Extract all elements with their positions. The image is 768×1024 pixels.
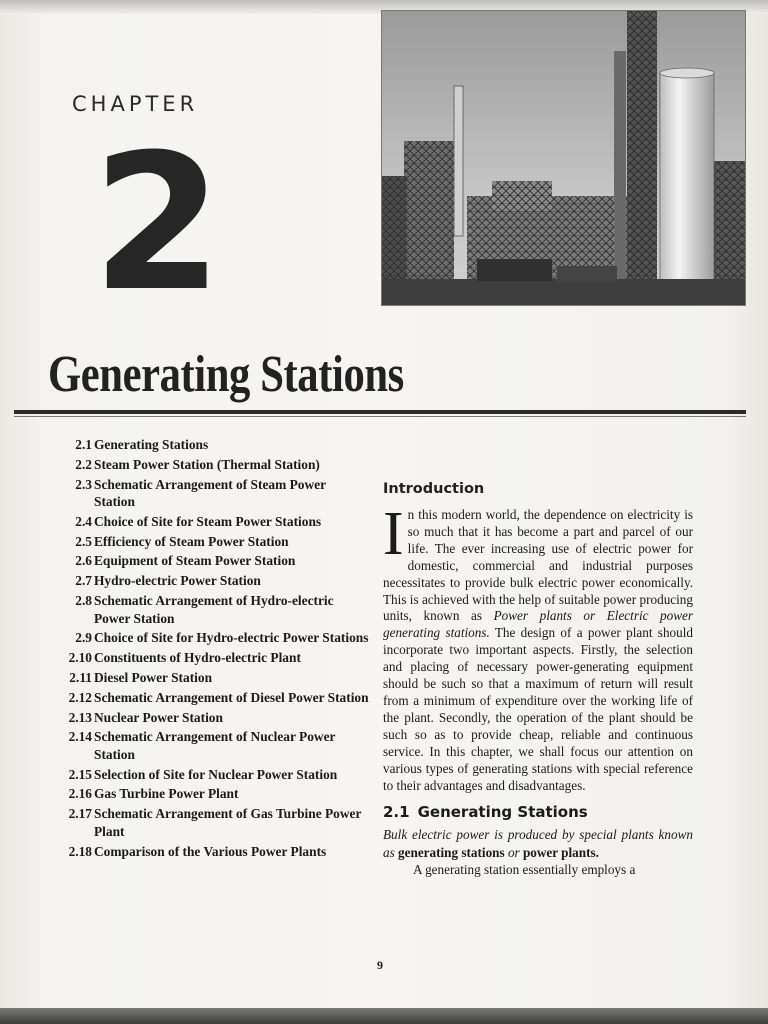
chapter-number: 2 (92, 114, 223, 333)
toc-item (44, 572, 370, 590)
toc-item (44, 689, 370, 707)
toc-item-number: 2.9 (75, 630, 92, 646)
toc-item (44, 592, 370, 627)
section-definition (383, 826, 693, 861)
title-rule (14, 410, 746, 414)
introduction-heading: Introduction (383, 481, 485, 497)
section-title: Generating Stations (417, 803, 588, 822)
toc-item-title: Schematic Arrangement of Nuclear Power Station (94, 729, 336, 762)
toc-item-title: Constituents of Hydro-electric Plant (94, 650, 301, 666)
toc-item (44, 805, 370, 840)
introduction-text: n this modern world, the dependence on electricity is so much that it has become a part and parcel of our life. The ever increasing use of electric power for domestic, commercial and industrial purposes necessitates to provide bulk electric power economically. This is achieved with the help of suitable power producing units, known as (383, 507, 693, 624)
definition-bold-1: generating stations (398, 844, 505, 860)
toc-item (44, 436, 370, 454)
toc-item-title: Hydro-electric Power Station (94, 573, 261, 589)
toc-item-title: Schematic Arrangement of Hydro-electric Power Station (94, 593, 334, 626)
toc-item-number: 2.18 (68, 843, 92, 859)
section-number: 2.1 (383, 803, 410, 822)
toc-item-number: 2.14 (68, 729, 92, 745)
chapter-title: Generating Stations (48, 346, 404, 403)
toc-item-number: 2.6 (75, 553, 92, 569)
drop-cap: I (383, 500, 404, 568)
toc-item-number: 2.15 (68, 766, 92, 782)
toc-item (44, 766, 370, 784)
toc-item (44, 709, 370, 727)
toc-item-number: 2.10 (68, 650, 92, 666)
definition-bold-2: power plants. (522, 844, 599, 860)
toc-item-title: Schematic Arrangement of Gas Turbine Power Plant (94, 806, 362, 839)
main-text-column (383, 481, 693, 879)
toc-item-title: Generating Stations (94, 437, 209, 452)
chapter-contents-list (44, 436, 370, 862)
toc-item-number: 2.16 (68, 786, 92, 802)
toc-item-title: Schematic Arrangement of Steam Power Station (94, 476, 326, 510)
toc-item-number: 2.1 (75, 437, 92, 452)
toc-item (44, 843, 370, 861)
introduction-italic-term: Power plants or Electric power generating stations. (383, 608, 694, 641)
toc-item-number: 2.12 (68, 689, 92, 705)
chapter-label: CHAPTER (72, 92, 199, 116)
toc-item-title: Choice of Site for Steam Power Stations (94, 513, 322, 529)
toc-item (44, 513, 370, 531)
toc-item (44, 785, 370, 803)
introduction-paragraph (383, 500, 694, 794)
toc-item-title: Diesel Power Station (94, 669, 213, 685)
toc-item (44, 456, 370, 474)
toc-item-number: 2.4 (75, 513, 92, 529)
toc-item (44, 728, 370, 763)
toc-item-title: Efficiency of Steam Power Station (94, 533, 289, 549)
toc-item-title: Gas Turbine Power Plant (94, 786, 239, 802)
toc-item-title: Selection of Site for Nuclear Power Station (94, 766, 338, 782)
toc-item-number: 2.5 (75, 533, 92, 549)
toc-item-number: 2.13 (68, 709, 92, 725)
toc-item-title: Steam Power Station (Thermal Station) (94, 456, 320, 472)
toc-item (44, 649, 370, 667)
toc-item-title: Schematic Arrangement of Diesel Power Station (94, 689, 369, 705)
definition-italic-1: Bulk electric power is produced by special plants known as (383, 827, 693, 860)
toc-item-number: 2.17 (68, 806, 92, 822)
toc-item-number: 2.7 (75, 573, 92, 589)
toc-item-title: Choice of Site for Hydro-electric Power Stations (94, 630, 369, 646)
page-number: 9 (377, 958, 383, 972)
toc-item-title: Comparison of the Various Power Plants (94, 843, 327, 859)
power-plant-photo (381, 10, 746, 306)
toc-item (44, 629, 370, 647)
page-bottom-edge (0, 1008, 768, 1024)
definition-italic-2: or (507, 844, 520, 860)
introduction-text-after: The design of a power plant should incorporate two important aspects. Firstly, the selection and placing of necessary power-generating equipment should be such so that a maximum of return will result from a minimum of expenditure over the working life of the plant. Secondly, the operation of the plant should be such so as to provide cheap, reliable and continuous service. In this chapter, we shall focus our attention on various types of generating stations with special reference to their advantages and disadvantages. (383, 625, 693, 793)
toc-item-number: 2.3 (75, 476, 92, 492)
power-plant-illustration (382, 11, 745, 305)
toc-item-number: 2.2 (75, 456, 92, 472)
toc-item (44, 533, 370, 551)
toc-item-number: 2.8 (75, 593, 92, 609)
section-heading (383, 803, 693, 821)
toc-item (44, 669, 370, 687)
toc-item-number: 2.11 (69, 669, 92, 685)
toc-item (44, 552, 370, 570)
toc-item-title: Nuclear Power Station (94, 709, 223, 725)
toc-item-title: Equipment of Steam Power Station (94, 553, 296, 569)
title-rule-thin (14, 416, 746, 417)
section-continuation: A generating station essentially employs a (413, 862, 636, 878)
toc-item (44, 476, 370, 511)
